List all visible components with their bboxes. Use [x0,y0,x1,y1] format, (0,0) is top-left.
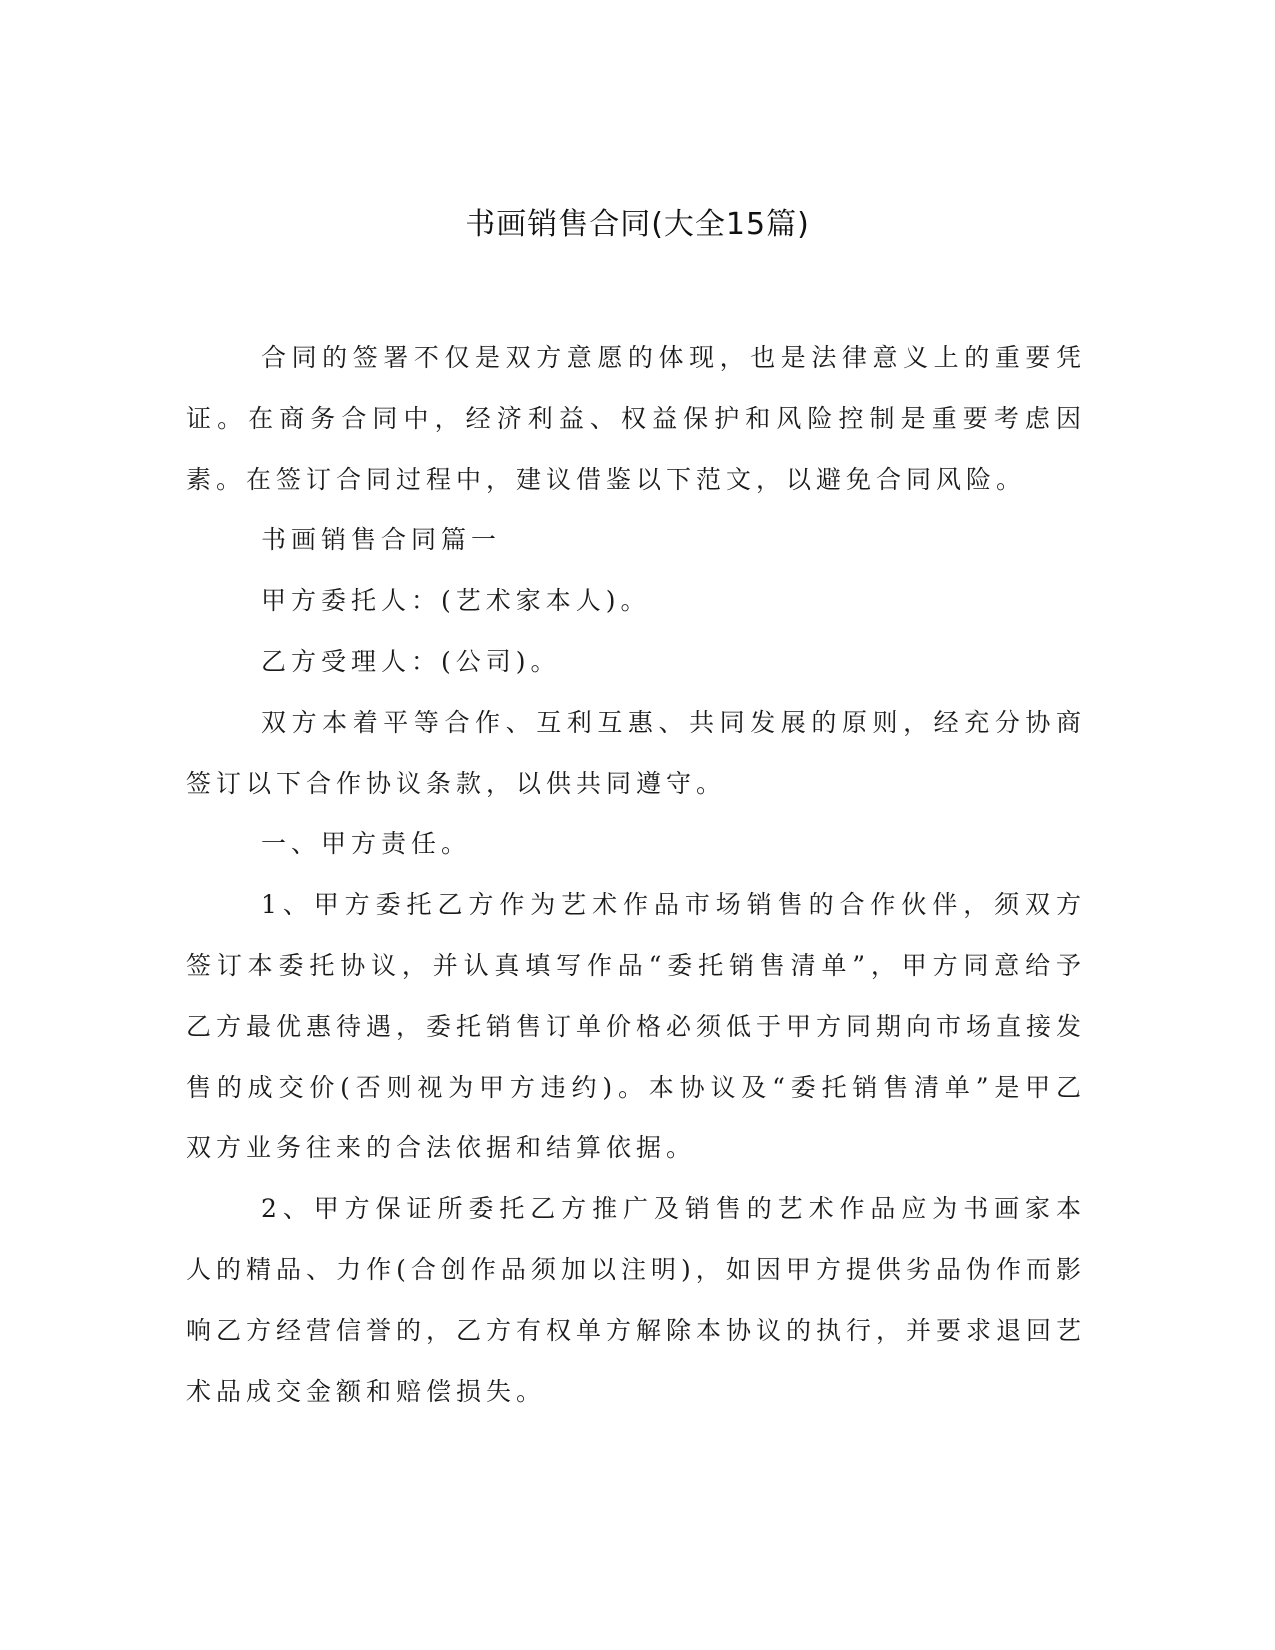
section-heading: 书画销售合同篇一 [261,525,502,555]
party-a-line: 甲方委托人：(艺术家本人)。 [261,586,651,616]
clause-1-paragraph: 1、甲方委托乙方作为艺术作品市场销售的合作伙伴，须双方签订本委托协议，并认真填写作品“委托销售清单”，甲方同意给予乙方最优惠待遇，委托销售订单价格必须低于甲方同期向市场直接发售的成交价(否则视为甲方违约)。本协议及“委托销售清单”是甲乙双方业务往来的合法依据和结算依据。 [186,890,1087,1163]
clause-heading: 一、甲方责任。 [261,829,472,859]
clause-2-paragraph: 2、甲方保证所委托乙方推广及销售的艺术作品应为书画家本人的精品、力作(合创作品须加以注明)，如因甲方提供劣品伪作而影响乙方经营信誉的，乙方有权单方解除本协议的执行，并要求退回艺术品成交金额和赔偿损失。 [186,1194,1087,1406]
intro-paragraph: 合同的签署不仅是双方意愿的体现，也是法律意义上的重要凭证。在商务合同中，经济利益、权益保护和风险控制是重要考虑因素。在签订合同过程中，建议借鉴以下范文，以避免合同风险。 [186,343,1086,494]
document-title: 书画销售合同(大全15篇) [465,207,810,242]
document-body [186,328,1086,1422]
party-b-line: 乙方受理人：(公司)。 [261,646,561,676]
principle-paragraph: 双方本着平等合作、互利互惠、共同发展的原则，经充分协商签订以下合作协议条款，以供共同遵守。 [186,707,1086,798]
